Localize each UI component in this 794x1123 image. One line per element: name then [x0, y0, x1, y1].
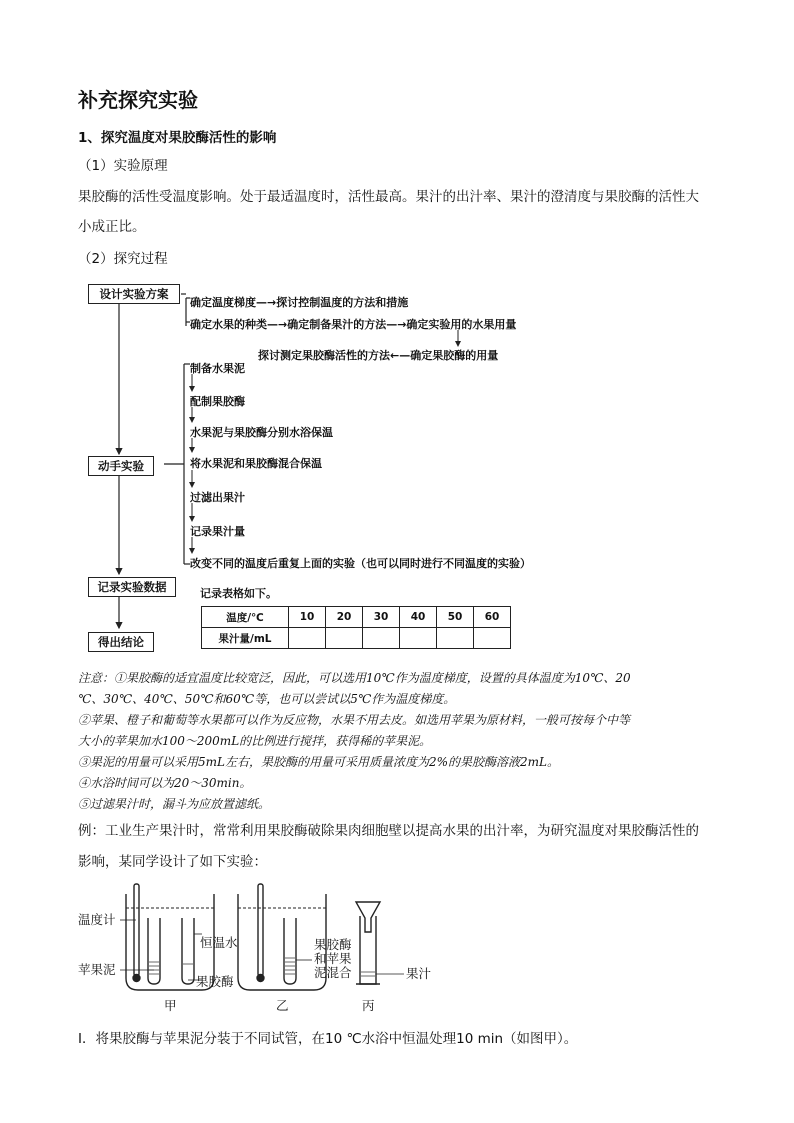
note-line: ③果泥的用量可以采用5mL左右，果胶酶的用量可采用质量浓度为2%的果胶酶溶液2mL。: [78, 755, 560, 769]
design-line-1: 确定温度梯度—→探讨控制温度的方法和措施: [190, 296, 409, 309]
step-5: 过滤出果汁: [190, 491, 245, 504]
table-cell: [437, 628, 474, 649]
label-juice: 果汁: [406, 966, 432, 981]
label-water: 恒温水: [200, 935, 238, 950]
notes-block: [78, 668, 728, 815]
step-4: 将水果泥和果胶酶混合保温: [190, 457, 322, 470]
label-mix-3: 泥混合: [314, 965, 352, 980]
label-apple-puree: 苹果泥: [78, 962, 116, 977]
label-pectinase: 果胶酶: [196, 974, 234, 989]
table-cell: [363, 628, 400, 649]
apparatus-figure: [78, 880, 458, 1015]
record-note: 记录表格如下。: [200, 587, 277, 600]
table-cell: 60: [474, 607, 511, 628]
table-cell: [400, 628, 437, 649]
step-2: 配制果胶酶: [190, 395, 245, 408]
caption-jia: 甲: [164, 998, 177, 1013]
section-heading: 1、探究温度对果胶酶活性的影响: [78, 130, 277, 146]
caption-yi: 乙: [276, 998, 289, 1013]
table-row: [202, 607, 511, 628]
flow-box-experiment: 动手实验: [88, 456, 154, 476]
table-cell: 10: [289, 607, 326, 628]
table-cell: [326, 628, 363, 649]
principle-text-1: 果胶酶的活性受温度影响。处于最适温度时，活性最高。果汁的出汁率、果汁的澄清度与果胶酶的活性大: [78, 189, 699, 205]
table-cell: 40: [400, 607, 437, 628]
principle-label: （1）实验原理: [78, 158, 168, 174]
step-7: 改变不同的温度后重复上面的实验（也可以同时进行不同温度的实验）: [190, 557, 531, 570]
note-line: ④水浴时间可以为20～30min。: [78, 776, 252, 790]
apparatus-drawing: [78, 880, 458, 1015]
record-table: [201, 606, 511, 649]
step-1-text: Ⅰ．将果胶酶与苹果泥分装于不同试管，在10 ℃水浴中恒温处理10 min（如图甲）。: [78, 1031, 578, 1047]
table-header-juice: 果汁量/mL: [202, 628, 289, 649]
table-cell: 30: [363, 607, 400, 628]
step-1: 制备水果泥: [190, 362, 245, 375]
flowchart: [86, 276, 546, 660]
flow-box-conclusion: 得出结论: [88, 632, 154, 652]
note-line: 大小的苹果加水100～200mL的比例进行搅拌，获得稀的苹果泥。: [78, 734, 432, 748]
design-line-3: 探讨测定果胶酶活性的方法←—确定果胶酶的用量: [258, 349, 499, 362]
label-mix-2: 和苹果: [314, 951, 352, 966]
example-line-1: 例：工业生产果汁时，常常利用果胶酶破除果肉细胞壁以提高水果的出汁率，为研究温度对果胶酶活性的: [78, 823, 699, 839]
flow-box-design: 设计实验方案: [88, 284, 180, 304]
note-line: ℃、30℃、40℃、50℃和60℃等，也可以尝试以5℃作为温度梯度。: [78, 692, 456, 706]
step-6: 记录果汁量: [190, 525, 245, 538]
page-title: 补充探究实验: [78, 88, 198, 112]
example-line-2: 影响，某同学设计了如下实验：: [78, 854, 267, 870]
table-cell: 50: [437, 607, 474, 628]
note-line: ⑤过滤果汁时，漏斗为应放置滤纸。: [78, 797, 271, 811]
table-header-temp: 温度/℃: [202, 607, 289, 628]
label-thermometer: 温度计: [78, 912, 116, 927]
principle-text-2: 小成正比。: [78, 219, 146, 235]
note-line: ②苹果、橙子和葡萄等水果都可以作为反应物，水果不用去皮。如选用苹果为原材料，一般可按每个中等: [78, 713, 631, 727]
table-cell: [289, 628, 326, 649]
label-mix-1: 果胶酶: [314, 937, 352, 952]
flow-box-record: 记录实验数据: [88, 577, 176, 597]
label-mix: [314, 938, 352, 980]
process-label: （2）探究过程: [78, 251, 168, 267]
caption-bing: 丙: [362, 998, 375, 1013]
design-line-2: 确定水果的种类—→确定制备果汁的方法—→确定实验用的水果用量: [190, 318, 517, 331]
note-line: 注意：①果胶酶的适宜温度比较宽泛，因此，可以选用10℃作为温度梯度，设置的具体温度为10℃、20: [78, 671, 631, 685]
table-row: [202, 628, 511, 649]
table-cell: [474, 628, 511, 649]
step-3: 水果泥与果胶酶分别水浴保温: [190, 426, 333, 439]
table-cell: 20: [326, 607, 363, 628]
